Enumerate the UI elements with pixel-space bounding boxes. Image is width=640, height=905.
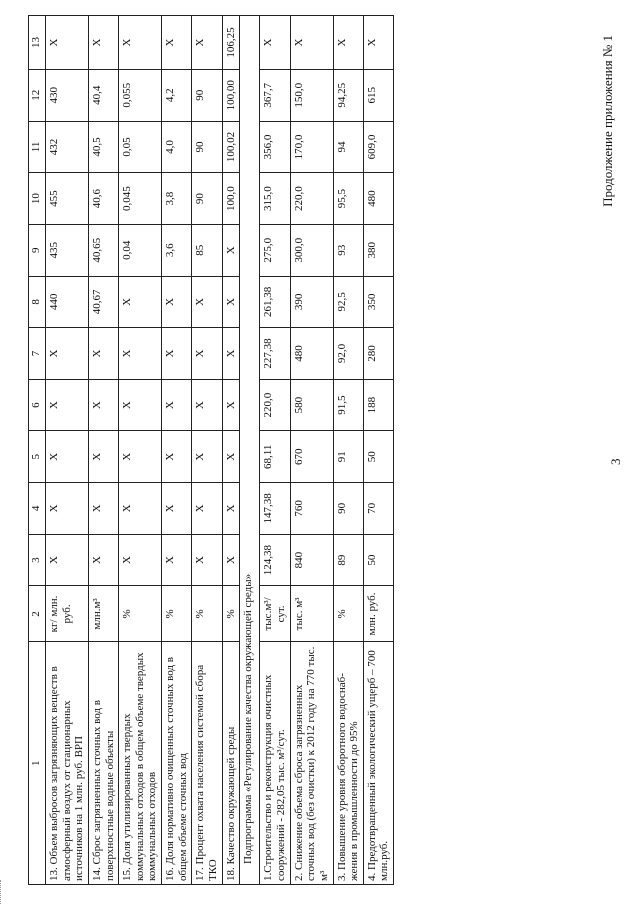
value-cell: 94,25 xyxy=(333,69,363,121)
value-cell: 50 xyxy=(363,534,393,586)
header-cell: 9 xyxy=(29,224,46,276)
value-cell: 0,05 xyxy=(119,121,162,173)
value-cell: X xyxy=(88,534,118,586)
value-cell: X xyxy=(46,379,89,431)
value-cell: 150,0 xyxy=(290,69,333,121)
value-cell: X xyxy=(162,16,192,70)
value-cell: 91 xyxy=(333,431,363,483)
value-cell: X xyxy=(119,379,162,431)
value-cell: X xyxy=(162,483,192,535)
unit-cell: тыс. м³ xyxy=(290,586,333,642)
value-cell: 170,0 xyxy=(290,121,333,173)
header-cell: 7 xyxy=(29,328,46,380)
value-cell: X xyxy=(222,534,240,586)
value-cell: 100,02 xyxy=(222,121,240,173)
value-cell: X xyxy=(162,276,192,328)
table-row xyxy=(222,16,240,885)
value-cell: X xyxy=(46,16,89,70)
value-cell: 455 xyxy=(46,173,89,225)
value-cell: 220,0 xyxy=(260,379,290,431)
value-cell: 220,0 xyxy=(290,173,333,225)
continuation-heading: Продолжение приложения № 1 xyxy=(600,35,615,207)
value-cell: 615 xyxy=(363,69,393,121)
value-cell: 430 xyxy=(46,69,89,121)
page-number: 3 xyxy=(608,458,623,465)
unit-cell: % xyxy=(192,586,222,642)
value-cell: 40,5 xyxy=(88,121,118,173)
value-cell: 609,0 xyxy=(363,121,393,173)
indicator-name: 15. Доля утилизированных твердых коммунальных отходов в общем объеме твердых коммунальных отходов xyxy=(119,642,162,885)
value-cell: 3,8 xyxy=(162,173,192,225)
unit-cell: кг/ млн. руб. xyxy=(46,586,89,642)
value-cell: 280 xyxy=(363,328,393,380)
value-cell: 480 xyxy=(290,328,333,380)
value-cell: X xyxy=(88,431,118,483)
value-cell: 147,38 xyxy=(260,483,290,535)
value-cell: 760 xyxy=(290,483,333,535)
value-cell: 0,045 xyxy=(119,173,162,225)
value-cell: 91,5 xyxy=(333,379,363,431)
value-cell: X xyxy=(363,16,393,70)
value-cell: 100,00 xyxy=(222,69,240,121)
value-cell: X xyxy=(260,16,290,70)
value-cell: 670 xyxy=(290,431,333,483)
header-cell: 11 xyxy=(29,121,46,173)
value-cell: X xyxy=(46,534,89,586)
table-row xyxy=(290,16,333,885)
indicator-name: 14. Сброс загрязненных сточных вод в поверхностные водные объекты xyxy=(88,642,118,885)
unit-cell: % xyxy=(162,586,192,642)
value-cell: 90 xyxy=(192,173,222,225)
value-cell: 380 xyxy=(363,224,393,276)
table-row xyxy=(260,16,290,885)
value-cell: 275,0 xyxy=(260,224,290,276)
indicator-name: 16. Доля нормативно очищенных сточных вод в общем объеме сточных вод xyxy=(162,642,192,885)
value-cell: X xyxy=(192,276,222,328)
value-cell: 92,0 xyxy=(333,328,363,380)
value-cell: X xyxy=(162,431,192,483)
value-cell: 40,67 xyxy=(88,276,118,328)
table-row xyxy=(192,16,222,885)
value-cell: X xyxy=(119,534,162,586)
value-cell: 40,65 xyxy=(88,224,118,276)
unit-cell: тыс.м³/ сут. xyxy=(260,586,290,642)
value-cell: 68,11 xyxy=(260,431,290,483)
value-cell: 367,7 xyxy=(260,69,290,121)
table-row xyxy=(119,16,162,885)
value-cell: 300,0 xyxy=(290,224,333,276)
table-row xyxy=(363,16,393,885)
value-cell: 92,5 xyxy=(333,276,363,328)
value-cell: 90 xyxy=(192,69,222,121)
value-cell: X xyxy=(222,483,240,535)
value-cell: X xyxy=(162,379,192,431)
value-cell: X xyxy=(192,379,222,431)
value-cell: 95,5 xyxy=(333,173,363,225)
value-cell: 40,4 xyxy=(88,69,118,121)
value-cell: 70 xyxy=(363,483,393,535)
value-cell: 40,6 xyxy=(88,173,118,225)
value-cell: 0,04 xyxy=(119,224,162,276)
value-cell: 85 xyxy=(192,224,222,276)
value-cell: X xyxy=(192,16,222,70)
value-cell: X xyxy=(162,534,192,586)
unit-cell: млн.м³ xyxy=(88,586,118,642)
indicator-name: 17. Процент охвата населения системой сбора ТКО xyxy=(192,642,222,885)
value-cell: 432 xyxy=(46,121,89,173)
value-cell: X xyxy=(222,224,240,276)
value-cell: X xyxy=(46,431,89,483)
indicator-name: 2. Снижение объема сброса загрязненных сточных вод (без очистки) к 2012 году на 770 тыс. м³ xyxy=(290,642,333,885)
header-cell: 13 xyxy=(29,16,46,70)
table-header-row xyxy=(29,16,46,885)
value-cell: 3,6 xyxy=(162,224,192,276)
indicator-name: 1.Строительство и реконструкция очистных сооружений - 282,05 тыс. м³/сут. xyxy=(260,642,290,885)
value-cell: X xyxy=(222,379,240,431)
scan-edge-mark xyxy=(0,880,3,904)
value-cell: X xyxy=(119,483,162,535)
value-cell: 124,38 xyxy=(260,534,290,586)
table-row xyxy=(46,16,89,885)
unit-cell: % xyxy=(119,586,162,642)
unit-cell: % xyxy=(222,586,240,642)
subprogram-row xyxy=(240,16,260,885)
header-cell: 3 xyxy=(29,534,46,586)
value-cell: X xyxy=(333,16,363,70)
value-cell: X xyxy=(192,431,222,483)
value-cell: 89 xyxy=(333,534,363,586)
value-cell: 0,055 xyxy=(119,69,162,121)
header-cell: 5 xyxy=(29,431,46,483)
table-body xyxy=(29,16,394,885)
value-cell: 100,0 xyxy=(222,173,240,225)
table-row xyxy=(162,16,192,885)
value-cell: X xyxy=(119,328,162,380)
unit-cell: % xyxy=(333,586,363,642)
value-cell: X xyxy=(222,328,240,380)
value-cell: 94 xyxy=(333,121,363,173)
unit-cell: млн. руб. xyxy=(363,586,393,642)
value-cell: 90 xyxy=(192,121,222,173)
value-cell: 390 xyxy=(290,276,333,328)
value-cell: X xyxy=(222,431,240,483)
value-cell: 106,25 xyxy=(222,16,240,70)
value-cell: 840 xyxy=(290,534,333,586)
indicator-name: 13. Объем выбросов загрязняющих веществ в атмосферный воздух от стационарных источников на 1 млн. руб. ВРП xyxy=(46,642,89,885)
header-cell: 1 xyxy=(29,642,46,885)
value-cell: 435 xyxy=(46,224,89,276)
value-cell: 261,38 xyxy=(260,276,290,328)
value-cell: 480 xyxy=(363,173,393,225)
value-cell: X xyxy=(290,16,333,70)
value-cell: X xyxy=(46,328,89,380)
value-cell: X xyxy=(119,276,162,328)
indicator-name: 3. Повышение уровня оборотного водоснаб-жения в промышленности до 95% xyxy=(333,642,363,885)
value-cell: X xyxy=(88,328,118,380)
table-row xyxy=(333,16,363,885)
value-cell: X xyxy=(46,483,89,535)
value-cell: 440 xyxy=(46,276,89,328)
indicators-table xyxy=(28,15,394,885)
value-cell: 90 xyxy=(333,483,363,535)
value-cell: X xyxy=(88,379,118,431)
header-cell: 6 xyxy=(29,379,46,431)
table-row xyxy=(88,16,118,885)
value-cell: X xyxy=(119,16,162,70)
value-cell: X xyxy=(88,16,118,70)
value-cell: 4,0 xyxy=(162,121,192,173)
value-cell: 356,0 xyxy=(260,121,290,173)
header-cell: 2 xyxy=(29,586,46,642)
value-cell: X xyxy=(192,483,222,535)
value-cell: X xyxy=(162,328,192,380)
value-cell: 188 xyxy=(363,379,393,431)
value-cell: 315,0 xyxy=(260,173,290,225)
value-cell: 350 xyxy=(363,276,393,328)
value-cell: 4,2 xyxy=(162,69,192,121)
header-cell: 12 xyxy=(29,69,46,121)
value-cell: X xyxy=(192,328,222,380)
header-cell: 10 xyxy=(29,173,46,225)
value-cell: 580 xyxy=(290,379,333,431)
indicator-name: 4. Предотвращенный экологический ущерб – 700 млн.руб. xyxy=(363,642,393,885)
value-cell: 50 xyxy=(363,431,393,483)
value-cell: 93 xyxy=(333,224,363,276)
value-cell: 227,38 xyxy=(260,328,290,380)
value-cell: X xyxy=(192,534,222,586)
value-cell: X xyxy=(222,276,240,328)
subprogram-title: Подпрограмма «Регулирование качества окружающей среды» xyxy=(240,16,260,885)
value-cell: X xyxy=(88,483,118,535)
value-cell: X xyxy=(119,431,162,483)
header-cell: 4 xyxy=(29,483,46,535)
indicator-name: 18. Качество окружающей среды xyxy=(222,642,240,885)
header-cell: 8 xyxy=(29,276,46,328)
